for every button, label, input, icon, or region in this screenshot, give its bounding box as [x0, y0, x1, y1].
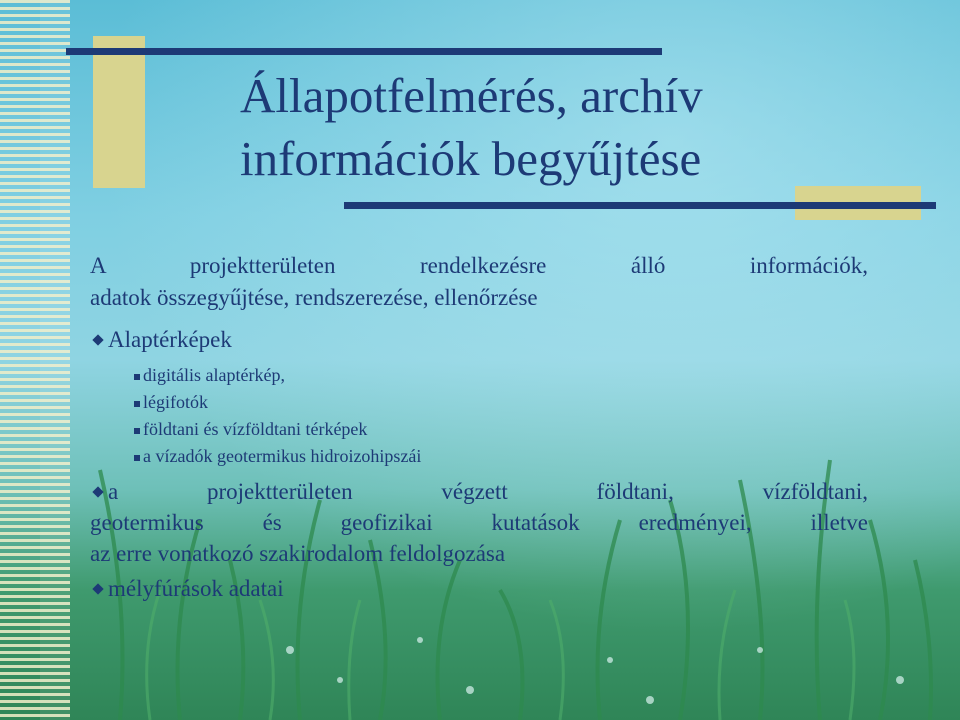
section-alapterkepek-label: Alaptérképek	[108, 327, 232, 352]
intro-line-1: A projektterületen rendelkezésre álló információk,	[90, 253, 868, 278]
slide-body	[90, 250, 868, 605]
list-item-text: a vízadók geotermikus hidroizohipszái	[143, 446, 422, 466]
decor-bar-top	[66, 48, 662, 55]
list-item	[134, 443, 868, 470]
list-item-text: légifotók	[143, 392, 208, 412]
section-melyfurasok-label: mélyfúrások adatai	[108, 576, 284, 601]
square-bullet-icon	[134, 401, 140, 407]
alapterkepek-list	[134, 362, 868, 470]
intro-paragraph	[90, 250, 868, 314]
list-item-text: földtani és vízföldtani térképek	[143, 419, 368, 439]
list-item	[134, 362, 868, 389]
kutatasok-line-1	[90, 476, 868, 507]
list-item	[134, 416, 868, 443]
decor-tan-block-left	[93, 36, 145, 188]
square-bullet-icon	[134, 428, 140, 434]
slide-title	[240, 64, 860, 190]
list-item-text: digitális alaptérkép,	[143, 365, 285, 385]
intro-line-2: adatok összegyűjtése, rendszerezése, ellenőrzése	[90, 285, 538, 310]
section-kutatasok	[90, 476, 868, 569]
diamond-bullet-icon	[92, 583, 103, 594]
section-alapterkepek	[90, 324, 868, 356]
title-line-1: Állapotfelmérés, archív	[240, 68, 703, 123]
title-line-2: információk begyűjtése	[240, 131, 702, 186]
section-melyfurasok	[90, 573, 868, 605]
kutatasok-line-3: az erre vonatkozó szakirodalom feldolgozása	[90, 541, 506, 566]
square-bullet-icon	[134, 455, 140, 461]
decor-bar-bottom	[344, 202, 936, 209]
list-item	[134, 389, 868, 416]
kutatasok-line-1-text: a projektterületen végzett földtani, vízföldtani,	[108, 479, 868, 504]
diamond-bullet-icon	[92, 486, 103, 497]
kutatasok-line-2: geotermikus és geofizikai kutatások eredményei, illetve	[90, 510, 868, 535]
diamond-bullet-icon	[92, 334, 103, 345]
square-bullet-icon	[134, 374, 140, 380]
